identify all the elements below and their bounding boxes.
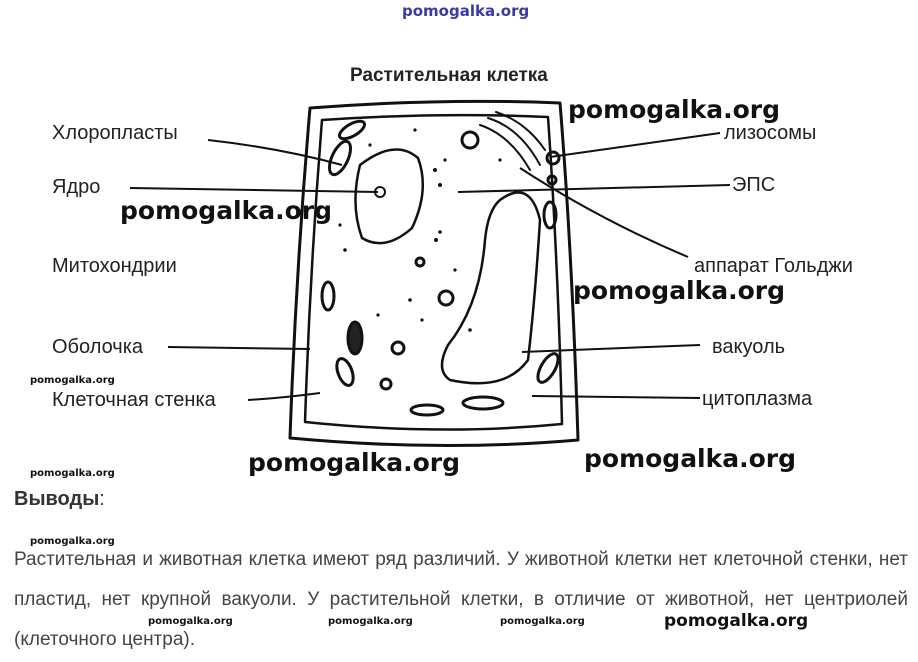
watermark: pomogalka.org bbox=[573, 276, 786, 305]
label-mitochondria: Митохондрии bbox=[52, 255, 177, 277]
chloroplast bbox=[337, 118, 367, 142]
label-lysosomes: лизосомы bbox=[724, 122, 817, 144]
conclusion-title: Выводы bbox=[14, 488, 100, 510]
golgi bbox=[480, 125, 530, 170]
pointer-nucleus bbox=[130, 188, 378, 192]
diagram-title: Растительная клетка bbox=[350, 65, 548, 86]
vacuole bbox=[442, 192, 540, 383]
chloroplast bbox=[325, 138, 355, 177]
chloroplast bbox=[348, 322, 362, 354]
watermark-small: pomogalka.org bbox=[500, 616, 585, 627]
watermark: pomogalka.org bbox=[664, 611, 809, 631]
label-er: ЭПС bbox=[732, 174, 776, 196]
conclusion-heading bbox=[14, 488, 105, 511]
watermark: pomogalka.org bbox=[120, 196, 333, 225]
label-cytoplasm: цитоплазма bbox=[702, 388, 813, 410]
watermark: pomogalka.org bbox=[584, 444, 797, 473]
pointer-er bbox=[458, 185, 730, 192]
pointer-cytoplasm bbox=[532, 396, 700, 398]
mitochondrion bbox=[416, 258, 424, 266]
pointer-cell-wall bbox=[248, 393, 320, 400]
label-cell-wall: Клеточная стенка bbox=[52, 389, 216, 411]
mitochondrion bbox=[381, 379, 391, 389]
mitochondrion bbox=[439, 291, 453, 305]
watermark-small: pomogalka.org bbox=[30, 536, 115, 547]
chloroplast bbox=[334, 356, 357, 387]
mitochondrion bbox=[462, 132, 478, 148]
pointer-lysosomes bbox=[550, 133, 720, 157]
watermark-small: pomogalka.org bbox=[30, 468, 115, 479]
chloroplast bbox=[534, 351, 562, 386]
conclusion-colon: : bbox=[99, 488, 105, 510]
pointer-vacuole bbox=[522, 345, 700, 352]
watermark-small: pomogalka.org bbox=[30, 375, 115, 386]
watermark-small: pomogalka.org bbox=[148, 616, 233, 627]
watermark: pomogalka.org bbox=[568, 95, 781, 124]
chloroplast bbox=[463, 397, 503, 409]
pointer-chloroplasts bbox=[208, 140, 342, 165]
chloroplast bbox=[322, 282, 334, 310]
label-nucleus: Ядро bbox=[52, 176, 101, 198]
watermark-top: pomogalka.org bbox=[402, 2, 530, 20]
nucleus bbox=[355, 149, 422, 243]
label-membrane: Оболочка bbox=[52, 336, 144, 358]
watermark: pomogalka.org bbox=[248, 448, 461, 477]
label-golgi: аппарат Гольджи bbox=[694, 255, 853, 277]
lysosome bbox=[547, 152, 559, 164]
conclusion-text: Растительная и животная клетка имеют ряд различий. У животной клетки нет клеточной стенки, нет пластид, нет крупной вакуоли. У растительной клетки, в отличие от животной, нет центриолей (клеточного центра). bbox=[14, 549, 908, 650]
watermark-small: pomogalka.org bbox=[328, 616, 413, 627]
pointer-membrane bbox=[168, 347, 310, 349]
chloroplast bbox=[411, 405, 443, 415]
label-vacuole: вакуоль bbox=[712, 336, 786, 358]
mitochondrion bbox=[392, 342, 404, 354]
label-chloroplasts: Хлоропласты bbox=[52, 122, 178, 144]
